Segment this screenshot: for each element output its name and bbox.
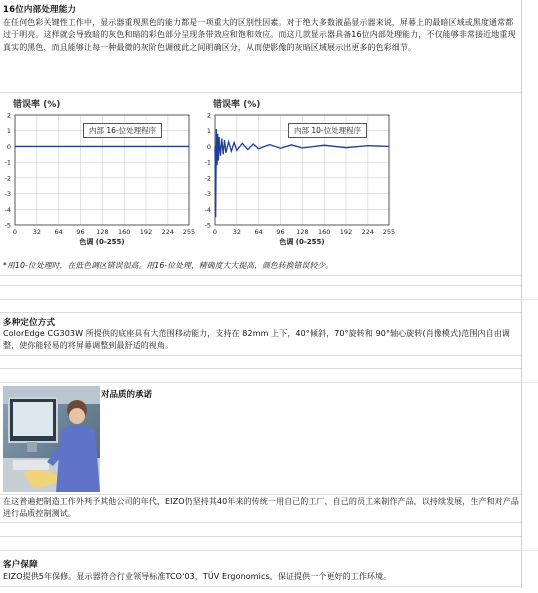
x-tick-label: 192: [139, 228, 153, 236]
chart-legend: 内部 10-位处理程序: [288, 123, 367, 138]
x-tick-label: 160: [317, 228, 331, 236]
section-heading: 多种定位方式: [3, 318, 56, 328]
chart-10bit: [203, 97, 403, 257]
chart-16bit: [3, 97, 203, 257]
divider: [521, 299, 538, 300]
y-tick-label: 0: [206, 142, 211, 151]
divider: [0, 312, 521, 313]
chart-title: 错误率 (%): [13, 100, 61, 110]
section-heading: 客户保障: [3, 560, 38, 570]
x-tick-label: 64: [54, 228, 63, 236]
y-tick-label: 0: [6, 142, 11, 151]
divider: [0, 536, 521, 537]
y-tick-label: -1: [4, 158, 11, 167]
y-tick-label: 1: [6, 127, 11, 136]
divider: [0, 275, 521, 276]
divider: [0, 586, 521, 587]
section-paragraph: EIZO提供5年保修。显示器符合行业领导标准TCO'03，TÜV Ergonomics，保证提供一个更好的工作环境。: [3, 572, 392, 581]
y-tick-label: -5: [204, 221, 211, 230]
x-tick-label: 255: [382, 228, 396, 236]
section-paragraph: 在任何色彩关键性工作中，显示器重现黑色的能力都是一项重大的区别性因素。对于绝大多数液晶显示器来说，屏幕上的最暗区域或黑度通常都过于明亮。这样就会导致暗的灰色和暗的彩色部分呈现条带效应和饱和效应。而这几款显示器具备16位内部处理能力，不仅能够非常接近地重现真实的黑色，而且能够让每一种最微的灰阶色调彼此之间明确区分，从而使影像的灰暗区域展示出更多的色彩细节。: [3, 18, 516, 52]
divider: [521, 550, 538, 551]
x-tick-label: 0: [212, 228, 218, 236]
x-axis-label: 色调 (0-255): [279, 238, 325, 246]
y-tick-label: -2: [4, 174, 11, 183]
divider: [0, 368, 521, 369]
x-tick-label: 128: [296, 228, 309, 236]
x-axis-label: 色调 (0-255): [79, 238, 125, 246]
x-tick-label: 224: [161, 228, 175, 236]
divider: [0, 494, 521, 495]
divider: [0, 285, 521, 286]
y-tick-label: -1: [204, 158, 211, 167]
x-tick-label: 224: [361, 228, 375, 236]
y-tick-label: 2: [6, 111, 11, 120]
divider: [0, 92, 521, 93]
divider: [0, 522, 521, 523]
y-tick-label: -5: [4, 221, 11, 230]
divider: [0, 299, 521, 300]
section-heading: 对品质的承诺: [101, 390, 153, 400]
x-tick-label: 0: [12, 228, 18, 236]
y-tick-label: 1: [206, 127, 211, 136]
factory-worker-photo: [3, 386, 100, 492]
chart-svg: [203, 97, 403, 257]
divider: [0, 382, 521, 383]
chart-title: 错误率 (%): [213, 100, 261, 110]
x-tick-label: 255: [182, 228, 196, 236]
y-tick-label: -4: [204, 205, 211, 214]
x-tick-label: 32: [232, 228, 241, 236]
x-tick-label: 96: [276, 228, 285, 236]
y-tick-label: -3: [4, 190, 11, 199]
y-tick-label: -2: [204, 174, 211, 183]
section-heading: 16位内部处理能力: [3, 5, 77, 15]
x-tick-label: 128: [96, 228, 109, 236]
chart-legend: 内部 16-位处理程序: [83, 123, 162, 138]
x-tick-label: 96: [76, 228, 85, 236]
series-line: [215, 129, 389, 217]
y-tick-label: -4: [4, 205, 11, 214]
chart-note: *用10-位处理时，在低色调区错误很高。用16-位处理，精确度大大提高，颜色转换错误较少。: [3, 261, 334, 270]
chart-svg: [3, 97, 203, 257]
x-tick-label: 32: [32, 228, 41, 236]
section-paragraph: ColorEdge CG303W 所提供的底座具有大范围移动能力，支持在 82mm 上下，40°倾斜，70°旋转和 90°轴心旋转(肖像模式)范围内自由调整，使你能轻易的将屏幕调整到最舒适的视角。: [3, 329, 510, 351]
divider: [0, 550, 521, 551]
divider: [521, 382, 538, 383]
x-tick-label: 192: [339, 228, 353, 236]
x-tick-label: 160: [117, 228, 131, 236]
y-tick-label: 2: [206, 111, 211, 120]
x-tick-label: 64: [254, 228, 263, 236]
divider: [0, 355, 521, 356]
y-tick-label: -3: [204, 190, 211, 199]
section-paragraph: 在这普遍把制造工作外判予其他公司的年代，EIZO仍坚持其40年来的传统一用自己的工厂，自己的员工来制作产品，以持续发展，生产和对产品进行品质控制测试。: [3, 497, 519, 519]
